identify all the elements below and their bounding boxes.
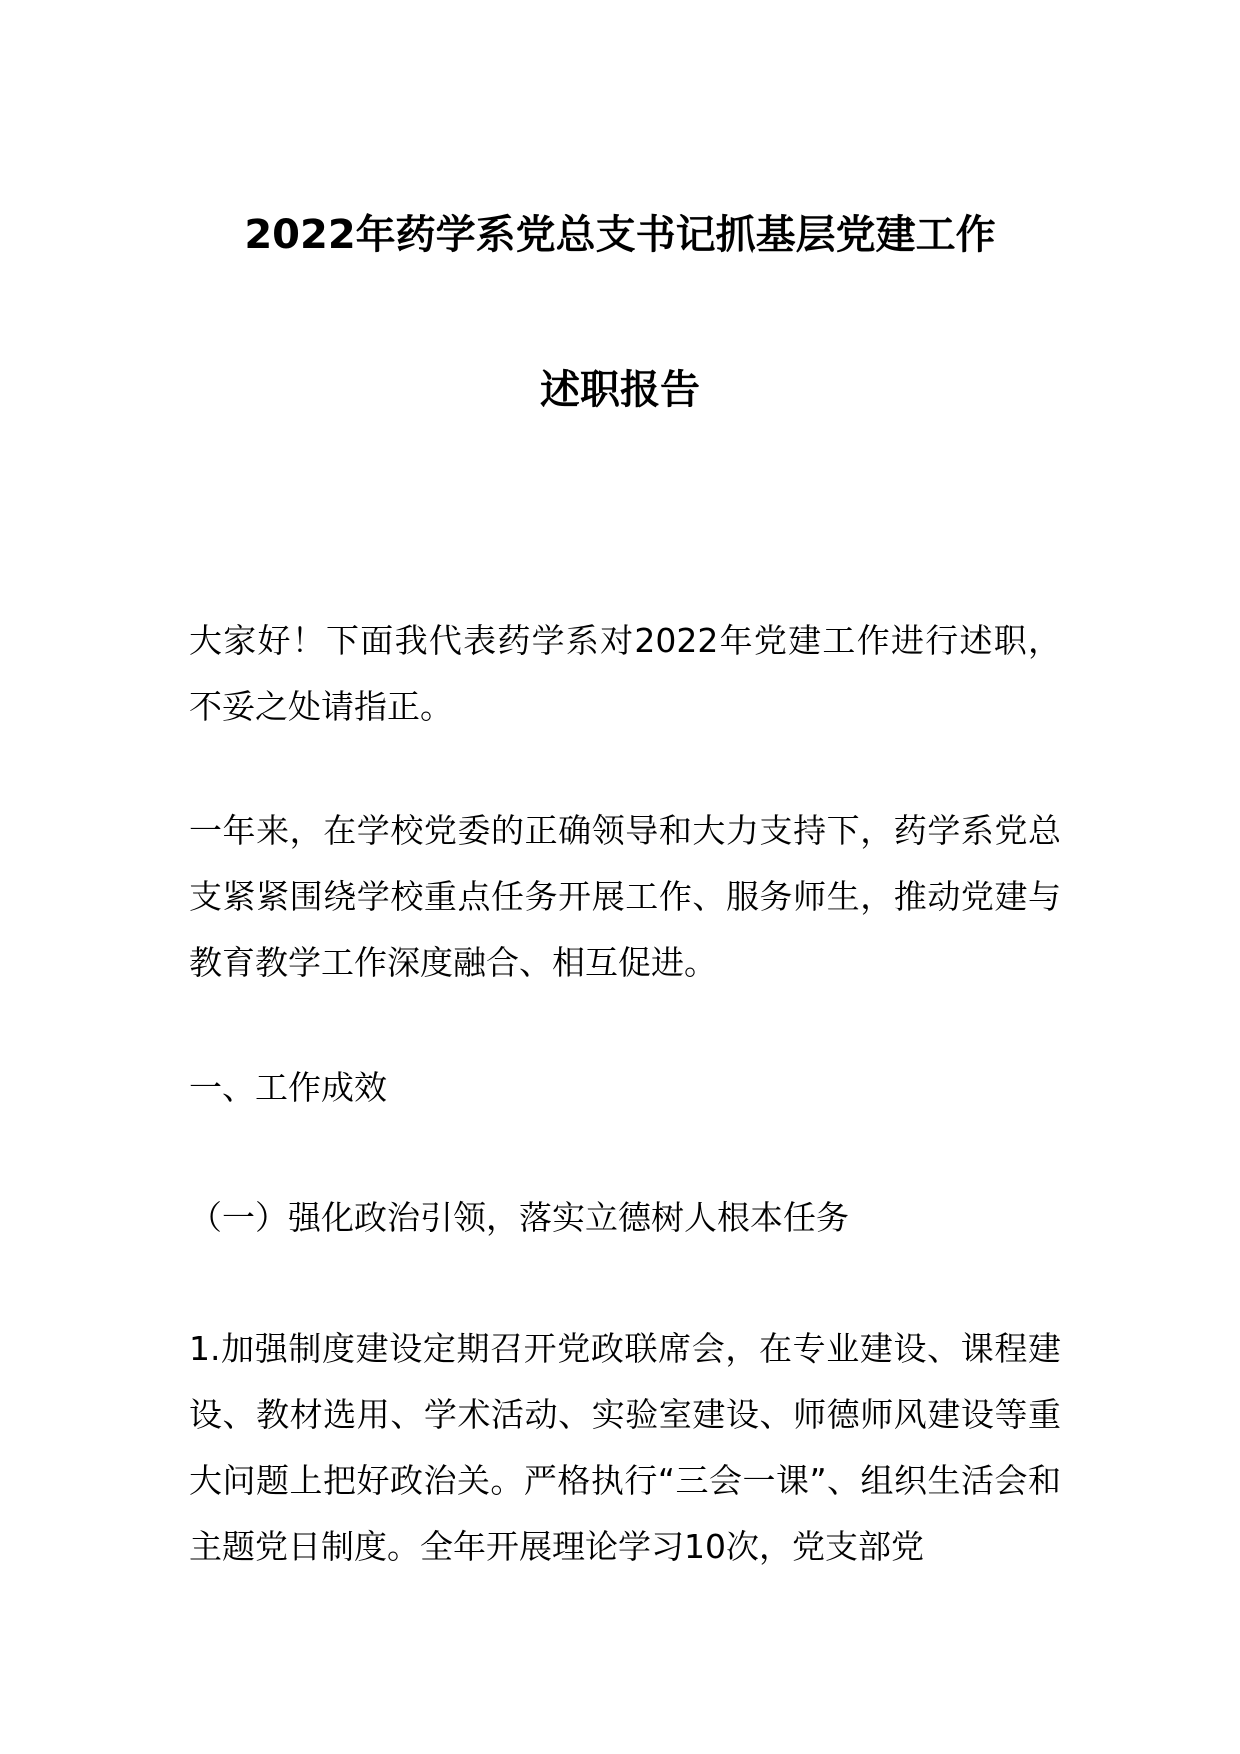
item-1-paragraph: 1.加强制度建设定期召开党政联席会，在专业建设、课程建设、教材选用、学术活动、实验室建设、师德师风建设等重大问题上把好政治关。严格执行“三会一课”、组织生活会和主题党日制度。全年开展理论学习10次，党支部党 — [189, 1329, 1061, 1566]
document-title-line-1: 2022年药学系党总支书记抓基层党建工作 — [244, 212, 996, 258]
section-heading: 一、工作成效 — [189, 1068, 387, 1107]
greeting-paragraph: 大家好！下面我代表药学系对2022年党建工作进行述职，不妥之处请指正。 — [189, 621, 1061, 726]
intro-paragraph: 一年来，在学校党委的正确领导和大力支持下，药学系党总支紧紧围绕学校重点任务开展工作、服务师生，推动党建与教育教学工作深度融合、相互促进。 — [189, 811, 1061, 982]
subsection-heading: （一）强化政治引领，落实立德树人根本任务 — [189, 1198, 849, 1237]
document-title-line-2: 述职报告 — [540, 367, 700, 413]
